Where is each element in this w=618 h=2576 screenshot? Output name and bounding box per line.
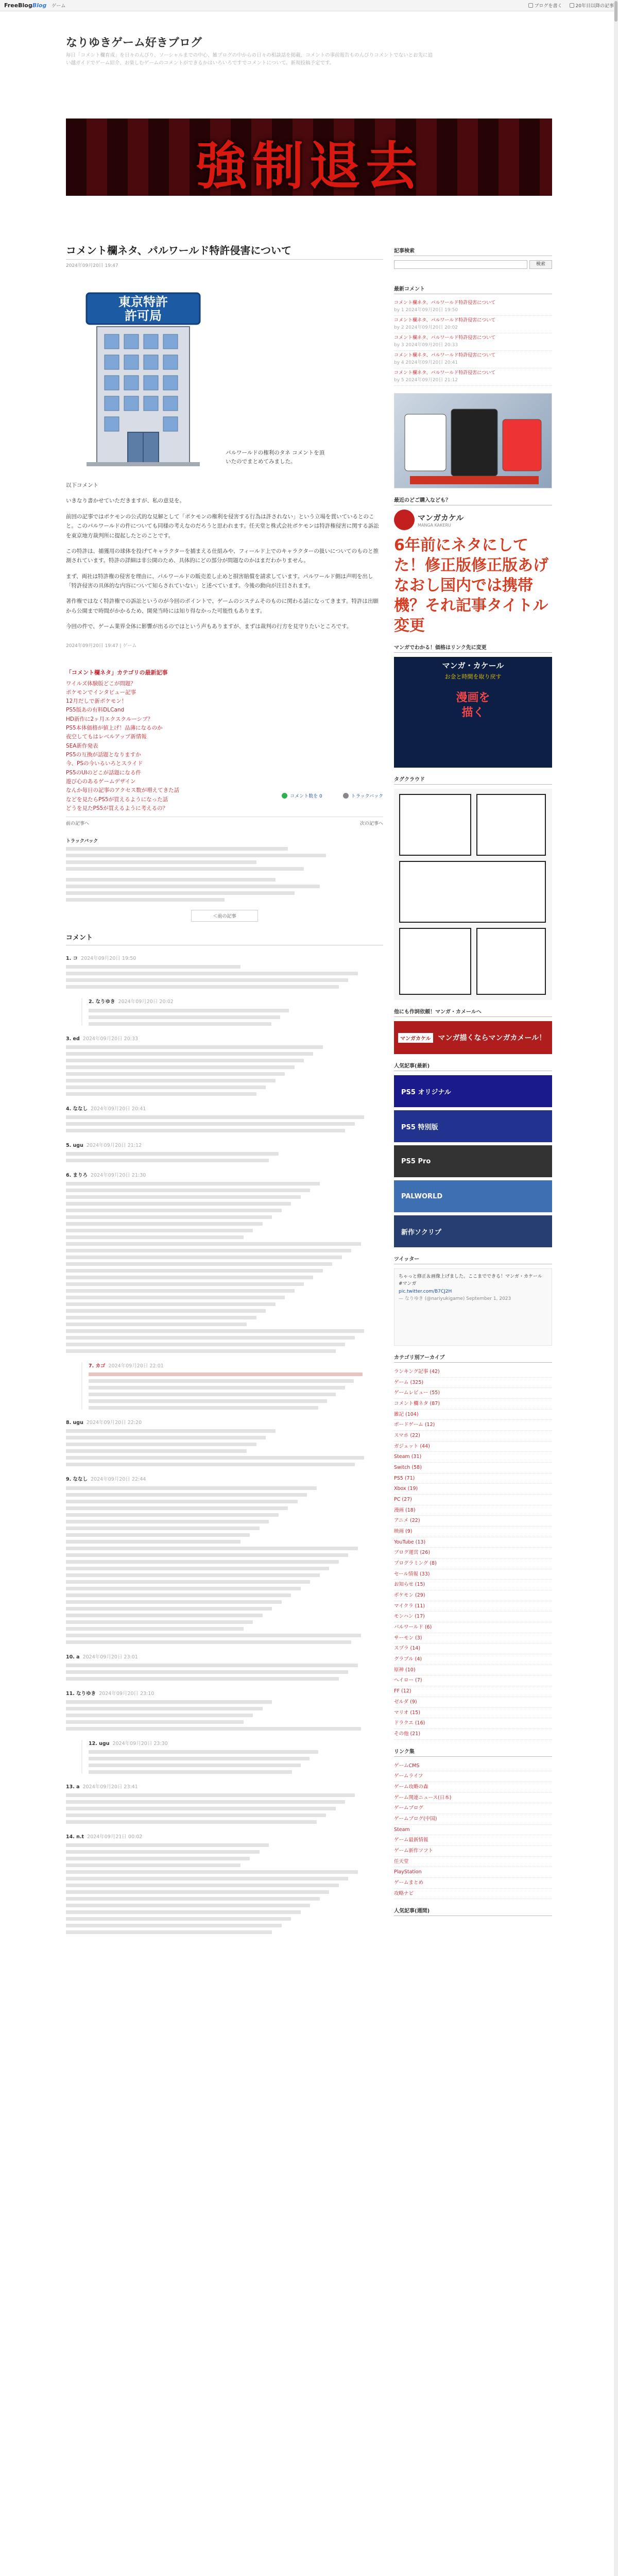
body-paragraph: この特許は、捕獲用の球体を投げてキャラクターを捕まえる仕組みや、フィールド上でのキャラクターの扱いについてのものと推測されています。特許の詳細は非公開のため、具体的にどの部分が問題なのかはまだわかりません。 [66,548,379,564]
trackback-section [66,838,383,902]
link-item[interactable]: ゲームまとめ [394,1878,552,1889]
sign-line-1: 東京特許 [118,295,168,309]
link-item[interactable]: 攻略ナビ [394,1889,552,1900]
comment-header[interactable]: 12. ugu 2024年09月20日 23:30 [89,1740,168,1747]
related-post-link[interactable]: PS5の互換が話題となりますか [66,752,141,758]
comment-item [66,1833,383,1934]
trackback-link[interactable]: トラックバック [343,792,383,799]
comment-item [66,1783,383,1824]
category-item[interactable]: Switch (58) [394,1463,552,1473]
twitter-title: ツイッター [394,1255,552,1264]
related-post-link[interactable]: PS5版あの有料DLCand [66,707,125,714]
site-header [66,14,552,67]
promo-headline[interactable]: 6年前にネタにしてた！修正版修正版あげなおし国内では携帯機？それ記事タイトル変更 [394,536,548,635]
link-item[interactable]: ゲーム関連ニュース(日本) [394,1793,552,1804]
link-item[interactable]: 任天堂 [394,1857,552,1868]
category-item[interactable]: ブログ運営 (26) [394,1548,552,1558]
comment-header[interactable]: 8. ugu 2024年09月20日 22:20 [66,1420,142,1426]
tag-section-title: タグクラウド [394,775,552,785]
comment-count-link[interactable]: コメント数を 0 [282,792,322,799]
recent-comment-item[interactable]: コメント欄ネタ、パルワールド特許侵害について by 4 2024年09月20日 20:41 [394,351,552,368]
manga-promo-card[interactable]: マンガ・カケール お金と時間を取り戻す 漫画を 描く [394,657,552,768]
more-comments-button[interactable]: ＜前の記事 [191,910,258,922]
category-item[interactable]: Steam (31) [394,1452,552,1463]
post-body [66,481,383,632]
related-post-link[interactable]: SEA新作発表 [66,742,98,749]
body-paragraph: 今回の件で、ゲーム業界全体に影響が出るのではという声もありますが、まずは裁判の行方を見守りたいところです。 [66,623,352,630]
comment-body [66,1152,383,1162]
sign-line-2: 許可局 [125,309,162,323]
related-post-link[interactable]: 夜空してもはレベルアップ新情報 [66,734,147,740]
category-item[interactable]: コメント欄ネタ (87) [394,1399,552,1410]
twitter-section [394,1255,552,1346]
popular-item[interactable]: PS5 オリジナル [394,1075,552,1107]
body-paragraph: 著作権ではなく特許権での訴訟というのが今回のポイントで、ゲームのシステムそのものに関わる話になってきます。特許は出願から公開まで時間がかかるため、開発当時には知り得なかった可能性もあります。 [66,598,379,614]
category-item[interactable]: YouTube (13) [394,1537,552,1548]
manga-logo-icon [394,510,415,530]
related-post-link[interactable]: 今、PSの今いるいろとスライド [66,760,143,767]
related-post-link[interactable]: なんか毎日の記事のアクセス数が増えてきた話 [66,787,180,794]
category-item[interactable]: FF (12) [394,1686,552,1697]
manga-badge: マンガカケル [398,1033,433,1043]
popular-item[interactable]: PALWORLD [394,1180,552,1212]
comment-body [66,1429,383,1466]
related-post-link[interactable]: 遊び心のあるゲームデザイン [66,778,136,785]
comment-header[interactable]: 5. ugu 2024年09月20日 21:12 [66,1142,142,1148]
comment-item [66,1035,383,1096]
related-posts-title: 「コメント欄ネタ」カテゴリの最新記事 [66,669,168,676]
related-post-link[interactable]: HD新作に2ヶ月エクスクルーシブ？ [66,716,153,722]
sidebar-search-title: 記事検索 [394,246,552,256]
prev-post-link[interactable]: 前の記事へ [66,821,90,827]
link-item[interactable]: Steam [394,1825,552,1836]
link-item[interactable]: ゲームブログ(中国) [394,1814,552,1825]
manga-section-title: マンガでわかる！価格はリンク先に変更 [394,643,552,653]
link-item[interactable]: ゲームライフ [394,1771,552,1782]
site-nav-link[interactable]: ゲーム [52,4,66,9]
category-item[interactable]: パルワールド (6) [394,1622,552,1633]
comment-item [66,955,383,989]
manga-strip-image[interactable] [394,789,552,1000]
site-title[interactable]: なりゆきゲーム好きブログ [66,37,202,49]
category-item[interactable]: Xbox (19) [394,1484,552,1495]
body-paragraph: いきなり書かせていただきますが、私の意見を。 [66,498,185,504]
related-post-link[interactable]: ポケモンでインタビュー記事 [66,689,136,696]
category-item[interactable]: お知らせ (15) [394,1580,552,1590]
game-console-ad-image[interactable] [394,393,552,488]
embedded-tweet[interactable]: ちゃっと修正＆画像上げました。ここまでできる！マンガ・カケール #マンガ pic.twitter.com/B7CJ2H — なりゆき (@nariyukigame) September 1, 2023 [394,1268,552,1346]
link-item[interactable]: ゲームCMS [394,1761,552,1772]
comment-header[interactable]: 4. ななし 2024年09月20日 20:41 [66,1106,146,1112]
related-post-link[interactable]: PS5本体価格が値上げ！品薄になるのか [66,725,163,732]
comment-body [66,1182,383,1353]
recent-comment-item[interactable]: コメント欄ネタ、パルワールド特許侵害について by 5 2024年09月20日 21:12 [394,368,552,386]
category-item[interactable]: マリオ (15) [394,1708,552,1719]
category-section [394,1353,552,1740]
category-item[interactable]: アニメ (22) [394,1516,552,1527]
bottom-section [394,1906,552,1916]
comment-item [66,1419,383,1466]
category-item[interactable]: サーモン (3) [394,1633,552,1644]
write-blog-link[interactable]: ブログを書く [528,2,562,9]
manga-section [394,643,552,768]
comment-item [81,998,383,1025]
comment-item [66,1653,383,1681]
comments-title: コメント [66,932,383,945]
comment-header[interactable]: 7. カゴ 2024年09月20日 22:01 [89,1363,164,1369]
category-item[interactable]: セール情報 (33) [394,1569,552,1580]
figure-caption: パルワールドの権利のタネ コメントを頂いたのでまとめてみました。 [226,450,325,465]
comment-list [66,955,383,1934]
pencil-icon [528,3,533,8]
search-input[interactable] [394,260,527,269]
banner-text: 強制退去 [196,135,422,196]
links-section [394,1747,552,1900]
category-item[interactable]: ゼルダ (9) [394,1697,552,1708]
comment-item [81,1362,383,1410]
comment-item [66,1142,383,1162]
link-item[interactable]: ゲームブログ [394,1803,552,1814]
comment-header[interactable]: 9. ななし 2024年09月20日 22:44 [66,1477,146,1483]
brand-logo[interactable]: FreeBlogBlog [4,2,47,9]
links-title: リンク集 [394,1747,552,1757]
category-item[interactable]: PS5 (71) [394,1473,552,1484]
category-item[interactable]: ゲームレビュー (55) [394,1388,552,1399]
recent-comments [394,284,552,386]
post-date: 2024年09月20日 19:47 [66,263,118,268]
popular-title: 人気記事(最新) [394,1061,552,1071]
sidebar [394,246,552,1923]
post-meta: 2024年09月20日 19:47 | ゲーム [66,643,137,649]
manga-kakeru-title: 他にも作詞依頼！マンガ・カメールへ [394,1007,552,1017]
link-item[interactable]: ゲーム新作ソフト [394,1846,552,1857]
category-item[interactable]: ヘイロー (7) [394,1675,552,1686]
post-title[interactable]: コメント欄ネタ、パルワールド特許侵害について [66,242,383,260]
category-item[interactable]: ポケモン (29) [394,1590,552,1601]
comment-item [66,1690,383,1731]
body-paragraph: まず、両社は特許権の侵害を理由に、パルワールドの販売差し止めと損害賠償を請求しています。パルワールド側は声明を出し「特許侵害の具体的な内容について知らされていない」と述べています。今後の動向が注目されます。 [66,573,373,589]
recent-posts-link[interactable]: 20年目以降の記事 [570,2,614,9]
comment-header[interactable]: 2. なりゆき 2024年09月20日 20:02 [89,999,174,1005]
recent-comment-item[interactable]: コメント欄ネタ、パルワールド特許侵害について by 2 2024年09月20日 20:02 [394,316,552,333]
category-item[interactable]: プログラミング (8) [394,1558,552,1569]
body-paragraph: 前回の記事ではポケモンの公式的な見解として「ポケモンの権利を侵害する行為は許されない」という立場を貫いているとのこと。このパルワールドの件についても同様の考えなのだろうと思われます。任天堂と株式会社ポケモンは特許権侵害に関する訴訟を東京地方裁判所に提起したとのことです。 [66,513,379,539]
patent-office-illustration [66,278,220,473]
comment-header[interactable]: 10. a 2024年09月20日 23:01 [66,1654,138,1660]
comment-item [66,1476,383,1643]
category-item[interactable]: スプラ (14) [394,1643,552,1654]
comment-body [66,1486,383,1644]
link-item[interactable]: ゲーム攻略の森 [394,1782,552,1793]
bottom-title: 人気記事(週間) [394,1906,552,1916]
comment-item [81,1740,383,1774]
popular-item[interactable]: PS5 Pro [394,1145,552,1177]
category-item[interactable]: その他 (21) [394,1729,552,1740]
comment-item [66,1172,383,1353]
comment-header[interactable]: 13. a 2024年09月20日 23:41 [66,1784,138,1790]
manga-kakeru-logo[interactable]: マンガカケル MANGA KAKERU [394,510,552,530]
comment-body [66,1664,383,1681]
comment-header[interactable]: 11. なりゆき 2024年09月20日 23:10 [66,1690,154,1697]
recent-comment-item[interactable]: コメント欄ネタ、パルワールド特許侵害について by 1 2024年09月20日 19:50 [394,298,552,316]
console-illustration [394,394,552,488]
purchase-section [394,496,552,636]
category-item[interactable]: ガジェット (44) [394,1442,552,1452]
category-list [394,1367,552,1740]
post-figure-row [66,278,383,473]
comment-body [89,1009,383,1026]
main-article [66,242,383,1937]
body-paragraph: 以下コメント [66,482,98,488]
links-list [394,1761,552,1900]
category-item[interactable]: グラブル (4) [394,1654,552,1665]
tag-section [394,775,552,1000]
related-post-link[interactable]: ワイルズ体験版どこが問題？ [66,680,136,687]
related-post-link[interactable]: 12月だしで新ポケモン！ [66,698,127,705]
category-item[interactable]: ボードゲーム (12) [394,1420,552,1431]
comment-item [66,1105,383,1132]
category-item[interactable]: 原神 (10) [394,1665,552,1676]
trackback-title: トラックバック [66,838,98,844]
comment-header[interactable]: 14. n.t 2024年09月21日 00:02 [66,1834,143,1840]
category-title: カテゴリ別アーカイブ [394,1353,552,1363]
category-item[interactable]: 雑記 (104) [394,1410,552,1420]
manga-kakeru-banner[interactable]: マンガカケル マンガ描くならマンガカメール！ [394,1021,552,1054]
comment-body [66,1045,383,1096]
popular-item[interactable]: 新作ソクリプ [394,1215,552,1247]
top-bar [0,0,618,11]
scrollbar-thumb[interactable] [614,1,617,22]
related-post-link[interactable]: どうを見たPS5が買えるように考えるの？ [66,805,168,811]
list-icon [570,3,574,8]
category-item[interactable]: スマホ (22) [394,1431,552,1442]
header-banner[interactable] [66,118,552,196]
category-item[interactable]: ゲーム (325) [394,1378,552,1388]
comment-body [66,1700,383,1731]
trackback-lines [66,847,383,902]
site-description: 毎日「コメント欄育成」を日々のんびり、ソーシャルまでの中心、雑プログの中からの日々の相談話を掲載、コメントの事前報告ものんびりコメントでないとお先に追い越ガイドでゲーム紹介、お楽しむゲームのコメントができるかはいろいろですでコメントについて。新規投稿予定です。 [66,53,433,66]
category-item[interactable]: ドラクエ (16) [394,1718,552,1729]
related-post-link[interactable]: などを見たらPS5が買えるようになった話 [66,796,168,803]
category-item[interactable]: マイクラ (11) [394,1601,552,1612]
recent-comments-title: 最新コメント [394,284,552,294]
comment-body [66,1793,383,1824]
comment-header[interactable]: 1. コ 2024年09月20日 19:50 [66,956,136,962]
comment-icon [282,793,287,799]
link-item[interactable]: ゲーム最新情報 [394,1835,552,1846]
popular-section [394,1061,552,1247]
category-item[interactable]: モンハン (17) [394,1612,552,1622]
recent-comment-item[interactable]: コメント欄ネタ、パルワールド特許侵害について by 3 2024年09月20日 20:33 [394,333,552,351]
link-item[interactable]: PlayStation [394,1867,552,1878]
sidebar-search [394,246,552,269]
search-button[interactable]: 検索 [529,260,552,269]
related-post-link[interactable]: PS5のUIのどこが話題になる件 [66,769,141,776]
comment-header[interactable]: 3. ed 2024年09月20日 20:33 [66,1036,139,1042]
comment-body [66,965,383,989]
popular-item[interactable]: PS5 特別版 [394,1110,552,1142]
manga-kakeru-section [394,1007,552,1054]
comment-body [66,1843,383,1934]
scrollbar[interactable] [614,0,618,2576]
category-item[interactable]: PC (27) [394,1495,552,1505]
category-item[interactable]: 映画 (9) [394,1527,552,1537]
next-post-link[interactable]: 次の記事へ [359,821,383,827]
purchase-title: 最近のどご購入なども？ [394,496,552,505]
comment-header[interactable]: 6. まりろ 2024年09月20日 21:30 [66,1172,146,1178]
comment-body [89,1750,383,1774]
category-item[interactable]: ランキング記事 (42) [394,1367,552,1378]
trackback-icon [343,793,349,799]
comment-body [66,1115,383,1132]
category-item[interactable]: 漫画 (18) [394,1505,552,1516]
comment-body [89,1372,383,1410]
building-svg [66,278,220,473]
